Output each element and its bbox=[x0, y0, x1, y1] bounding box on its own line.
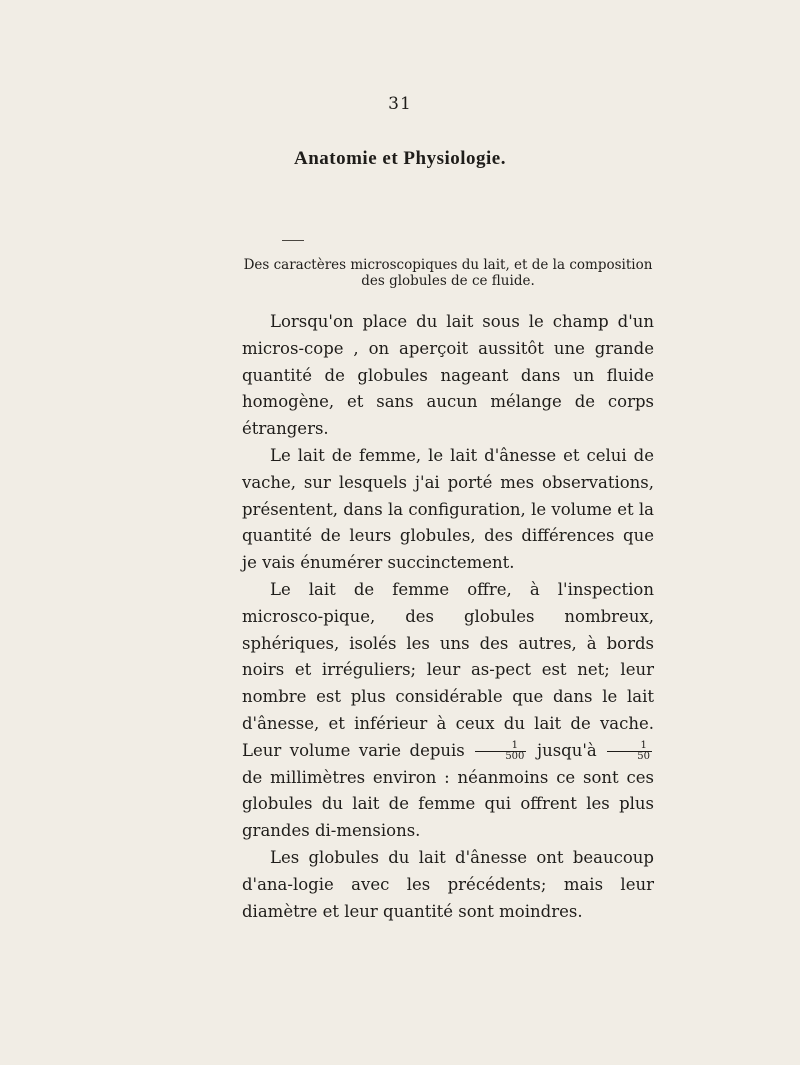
paragraph-3-after: de millimètres environ : néanmoins ce sont ces globules du lait de femme qui offrent les plus grandes di-mensions. bbox=[242, 767, 654, 841]
paragraph-3 bbox=[242, 577, 654, 845]
article-subtitle: Des caractères microscopiques du lait, et de la composition des globules de ce fluide. bbox=[243, 257, 653, 289]
paragraph-3-before: Le lait de femme offre, à l'inspection microsco-pique, des globules nombreux, sphériques, isolés les uns des autres, à bords noirs et irréguliers; leur as-pect est net; leur nombre est plus considérable que dans le lait d'ânesse, et inférieur à ceux du lait de vache. Leur volume varie depuis bbox=[242, 579, 654, 760]
section-heading: Anatomie et Physiologie. bbox=[293, 148, 506, 169]
fraction-min-numerator: 1 bbox=[475, 741, 526, 752]
page-number: 31 bbox=[388, 94, 412, 114]
paragraph-2: Le lait de femme, le lait d'ânesse et celui de vache, sur lesquels j'ai porté mes observations, présentent, dans la configuration, le volume et la quantité de leurs globules, des différences que je vais énumérer succinctement. bbox=[242, 445, 654, 573]
fraction-max-denominator: 50 bbox=[637, 750, 651, 762]
fraction-min-size bbox=[475, 741, 526, 762]
paragraph-4: Les globules du lait d'ânesse ont beaucoup d'ana-logie avec les précédents; mais leur diamètre et leur quantité sont moindres. bbox=[242, 847, 654, 921]
paragraph-3-middle: jusqu'à bbox=[536, 740, 597, 760]
paragraph-1: Lorsqu'on place du lait sous le champ d'un micros-cope , on aperçoit aussitôt une grande quantité de globules nageant dans un fluide homogène, et sans aucun mélange de corps étrangers. bbox=[242, 312, 654, 439]
fraction-max-numerator: 1 bbox=[607, 741, 652, 752]
heading-divider bbox=[282, 240, 304, 241]
article-body bbox=[242, 309, 654, 925]
fraction-max-size bbox=[607, 741, 652, 762]
fraction-min-denominator: 500 bbox=[505, 750, 525, 762]
